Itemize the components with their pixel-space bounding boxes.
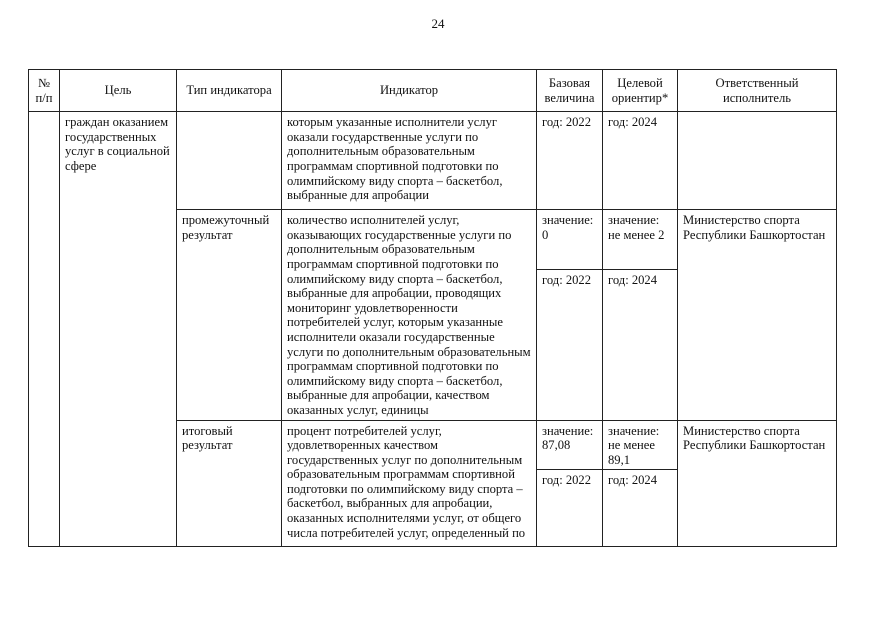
base-value-cell: значение: 87,08 [537,420,603,470]
num-cell [29,112,60,547]
type-cell [177,112,282,210]
base-year-cell: год: 2022 [537,470,603,547]
header-indicator: Индикатор [282,70,537,112]
type-cell: итоговый результат [177,420,282,547]
type-cell: промежуточный результат [177,210,282,420]
target-year-cell: год: 2024 [603,470,678,547]
responsible-cell [678,112,837,210]
header-num: № п/п [29,70,60,112]
target-year-cell: год: 2024 [603,112,678,210]
header-type: Тип индикатора [177,70,282,112]
indicator-cell: процент потребителей услуг, удовлетворенных качеством государственных услуг по дополнительным образовательным программам спортивной подготовки по олимпийскому виду спорта – баскетбол, выбранных для апробации, оказанных исполнителями услуг, от общего числа потребителей услуг, определенный по [282,420,537,547]
header-base: Базовая величина [537,70,603,112]
base-value-cell: значение: 0 [537,210,603,270]
indicators-table [28,69,837,547]
header-target: Целевой ориентир* [603,70,678,112]
responsible-cell: Министерство спорта Республики Башкортостан [678,420,837,547]
page-number: 24 [431,16,445,31]
header-responsible: Ответственный исполнитель [678,70,837,112]
target-value-cell: значение: не менее 2 [603,210,678,270]
base-year-cell: год: 2022 [537,112,603,210]
indicator-cell: которым указанные исполнители услуг оказали государственные услуги по дополнительным образовательным программам спортивной подготовки по олимпийскому виду спорта – баскетбол, выбранные для апробации [282,112,537,210]
table-row [29,112,837,210]
target-year-cell: год: 2024 [603,270,678,420]
table-header-row [29,70,837,112]
header-goal: Цель [60,70,177,112]
goal-cell: граждан оказанием государственных услуг в социальной сфере [60,112,177,547]
responsible-cell: Министерство спорта Республики Башкортостан [678,210,837,420]
target-value-cell: значение: не менее 89,1 [603,420,678,470]
base-year-cell: год: 2022 [537,270,603,420]
indicator-cell: количество исполнителей услуг, оказывающих государственные услуги по дополнительным образовательным программам спортивной подготовки по олимпийскому виду спорта – баскетбол, выбранные для апробации, проводящих мониторинг удовлетворенности потребителей услуг, которым указанные исполнители оказали государственные услуги по дополнительным образовательным программам спортивной подготовки по олимпийскому виду спорта – баскетбол, выбранные для апробации, качеством оказанных услуг, единицы [282,210,537,420]
